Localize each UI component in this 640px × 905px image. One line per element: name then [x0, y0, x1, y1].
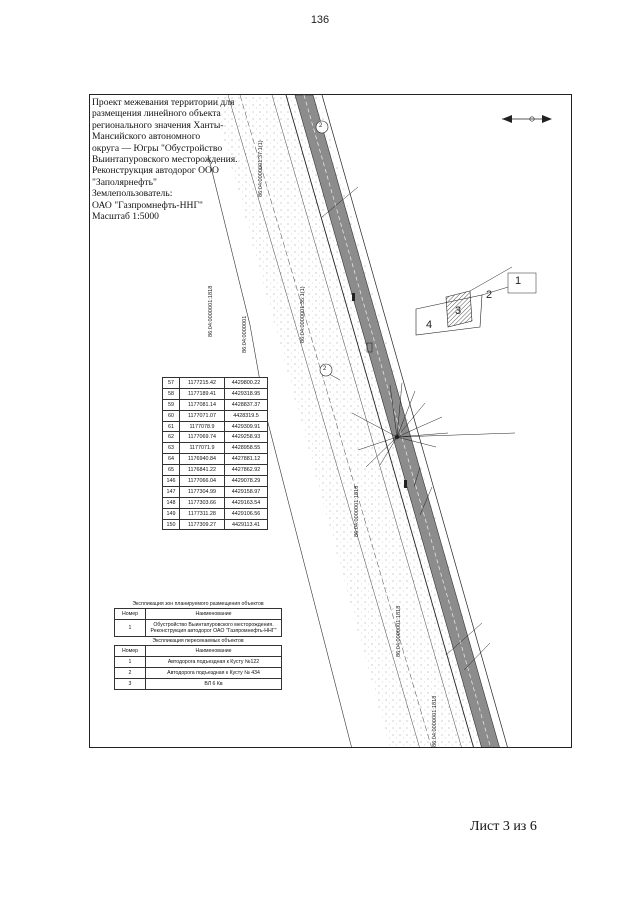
coordinates-row [163, 410, 268, 421]
coordinates-cell-y: 4429163.54 [225, 497, 268, 508]
coordinates-row [163, 421, 268, 432]
coordinates-row [163, 399, 268, 410]
cadastral-label: 86:04:0000001:1818 [432, 695, 438, 747]
coordinates-cell-n: 146 [163, 476, 180, 487]
coordinates-cell-n: 59 [163, 399, 180, 410]
coordinates-cell-x: 1177066.04 [180, 476, 225, 487]
title-line: Мансийского автономного [92, 131, 201, 143]
coordinates-cell-x: 1176841.22 [180, 465, 225, 476]
road-marker [352, 293, 355, 301]
coordinates-cell-x: 1177081.14 [180, 399, 225, 410]
coordinates-cell-n: 65 [163, 465, 180, 476]
coordinates-cell-n: 62 [163, 432, 180, 443]
coordinates-cell-y: 4429258.93 [225, 432, 268, 443]
coordinates-cell-y: 4429113.41 [225, 519, 268, 530]
coordinates-cell-n: 149 [163, 508, 180, 519]
coordinates-cell-n: 148 [163, 497, 180, 508]
legend-header-num: Номер [115, 646, 146, 657]
coordinates-row [163, 465, 268, 476]
legend-row-name: Автодорога подъездная к Кусту №122 [146, 657, 282, 668]
coordinates-cell-n: 60 [163, 410, 180, 421]
coordinates-cell-n: 57 [163, 378, 180, 389]
title-line: Выинтапуровского месторождения. [92, 154, 238, 166]
legend-header-name: Наименование [146, 646, 282, 657]
coordinates-cell-y: 4428958.55 [225, 443, 268, 454]
coordinates-table [162, 377, 268, 530]
coordinates-cell-x: 1177303.66 [180, 497, 225, 508]
cadastral-label: 86:04:0000001:37:1(1) [258, 140, 264, 197]
coordinates-cell-x: 1176940.84 [180, 454, 225, 465]
coordinates-cell-n: 63 [163, 443, 180, 454]
coordinates-cell-y: 4428319.5 [225, 410, 268, 421]
coordinates-row [163, 497, 268, 508]
coordinates-row [163, 486, 268, 497]
coordinates-row [163, 432, 268, 443]
north-arrow-icon [502, 115, 552, 123]
legend-caption: Экспликация зон планируемого размещения объектов [132, 601, 264, 607]
title-line: размещения линейного объекта [92, 108, 221, 120]
coordinates-cell-x: 1177304.99 [180, 486, 225, 497]
road-marker [404, 480, 407, 488]
coordinates-cell-y: 4427862.92 [225, 465, 268, 476]
map-frame [89, 94, 572, 748]
coordinates-cell-n: 147 [163, 486, 180, 497]
coordinates-cell-y: 4429309.91 [225, 421, 268, 432]
cadastral-label: 86:04:0000001:35:1(1) [300, 286, 306, 343]
page-number: 136 [310, 14, 330, 26]
legend [114, 600, 282, 690]
sheet-label: Лист 3 из 6 [470, 819, 537, 834]
legend-header-name: Наименование [146, 609, 282, 620]
coordinates-cell-x: 1177309.27 [180, 519, 225, 530]
coordinates-cell-x: 1177215.42 [180, 378, 225, 389]
coordinates-cell-y: 4429158.97 [225, 486, 268, 497]
inset-label: 1 [515, 275, 522, 287]
coordinates-row [163, 476, 268, 487]
callout-label: 2 [319, 123, 323, 129]
coordinates-cell-x: 1177078.9 [180, 421, 225, 432]
legend-row-num: 1 [115, 620, 146, 637]
coordinates-cell-x: 1177071.07 [180, 410, 225, 421]
title-line: ОАО "Газпромнефть-ННГ" [92, 199, 203, 211]
legend-planned-table [114, 608, 282, 637]
title-block [92, 97, 272, 222]
legend-existing-table [114, 645, 282, 690]
coordinates-cell-n: 61 [163, 421, 180, 432]
callout-label: 2 [323, 366, 327, 372]
title-line: "Заполярнефть" [92, 176, 157, 188]
coordinates-cell-x: 1177311.28 [180, 508, 225, 519]
coordinates-cell-y: 4429106.56 [225, 508, 268, 519]
title-line: Реконструкция автодорог ООО [92, 165, 219, 177]
legend-caption: Экспликация пересекаемых объектов [152, 638, 244, 644]
legend-row-name: Автодорога подъездная к Кусту № 434 [146, 668, 282, 679]
title-line: округа — Югры "Обустройство [92, 142, 223, 154]
coordinates-cell-x: 1177071.9 [180, 443, 225, 454]
cadastral-label: 86:04:0000001 [242, 315, 248, 353]
cadastral-label: 86:04:0000001:1818 [354, 485, 360, 537]
inset-label: 3 [455, 305, 462, 317]
coordinates-row [163, 508, 268, 519]
coordinates-cell-y: 4427881.12 [225, 454, 268, 465]
legend-row-num: 2 [115, 668, 146, 679]
title-line: Землепользователь: [92, 188, 173, 200]
coordinates-row [163, 454, 268, 465]
cadastral-label: 86:04:0000001:1818 [396, 605, 402, 657]
legend-row-name: Обустройство Выинтапуровского месторождения. Реконструкция автодорог ОАО "Газпромнефть-ННГ" [146, 620, 282, 637]
coordinates-row [163, 443, 268, 454]
title-line: Проект межевания территории для [92, 97, 235, 108]
coordinates-row [163, 519, 268, 530]
coordinates-cell-x: 1177069.74 [180, 432, 225, 443]
coordinates-cell-y: 4429078.29 [225, 476, 268, 487]
coordinates-cell-n: 58 [163, 388, 180, 399]
inset-label: 2 [486, 289, 493, 301]
legend-row-num: 1 [115, 657, 146, 668]
legend-row-num: 3 [115, 679, 146, 690]
inset-label: 4 [426, 319, 433, 331]
title-line: Масштаб 1:5000 [92, 211, 159, 223]
legend-row-name: ВЛ 6 Кв [146, 679, 282, 690]
coordinates-cell-y: 4429800.22 [225, 378, 268, 389]
coordinates-cell-n: 150 [163, 519, 180, 530]
coordinates-cell-n: 64 [163, 454, 180, 465]
coordinates-row [163, 388, 268, 399]
legend-header-num: Номер [115, 609, 146, 620]
coordinates-cell-x: 1177189.41 [180, 388, 225, 399]
title-line: регионального значения Ханты- [92, 119, 224, 131]
cadastral-label: 86:04:0000001:1818 [208, 285, 214, 337]
coordinates-cell-y: 4428837.37 [225, 399, 268, 410]
coordinates-cell-y: 4429318.95 [225, 388, 268, 399]
coordinates-row [163, 378, 268, 389]
